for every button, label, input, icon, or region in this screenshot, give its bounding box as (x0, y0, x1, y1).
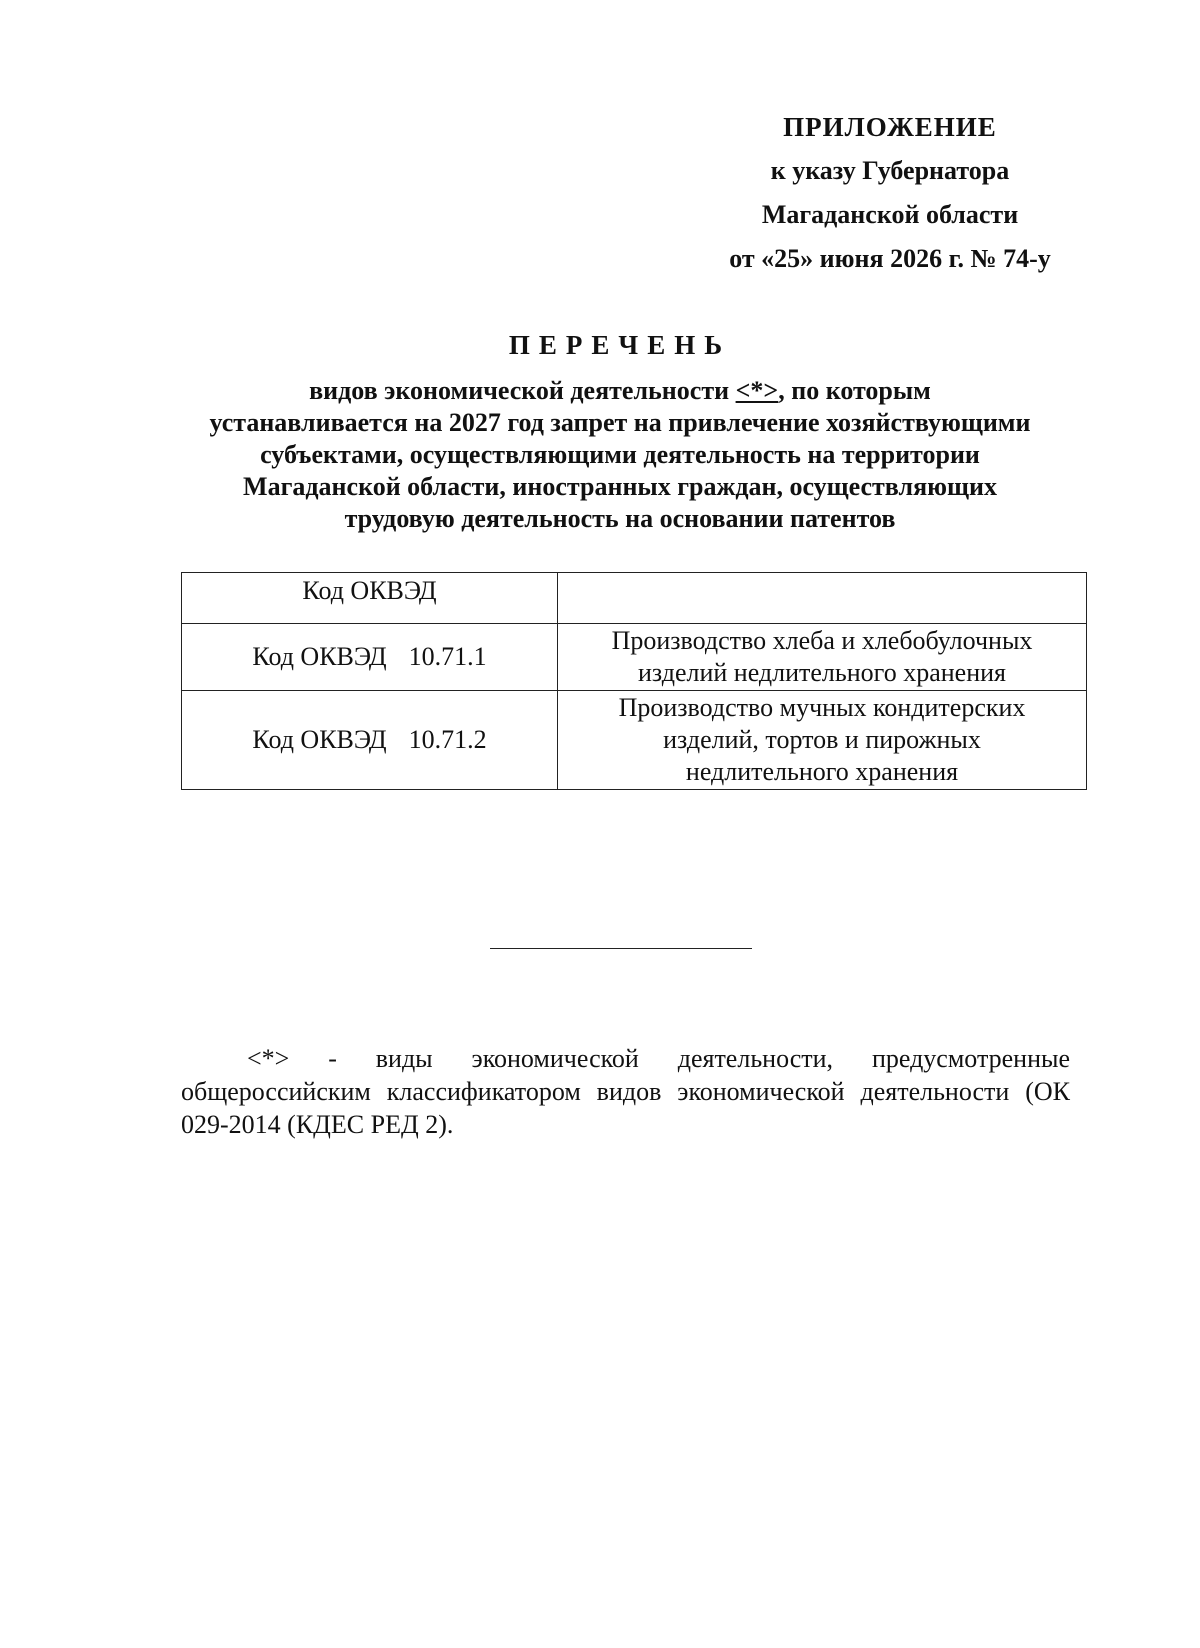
title-line-3: субъектами, осуществляющими деятельность на территории (260, 440, 980, 469)
table-header-code: Код ОКВЭД (182, 573, 558, 624)
table-header-description (558, 573, 1087, 624)
appendix-region: Магаданской области (761, 200, 1019, 229)
section-divider (490, 948, 752, 949)
document-title (160, 330, 1080, 535)
okved-code-cell (182, 691, 558, 790)
okved-code-label: Код ОКВЭД (252, 725, 387, 754)
activity-description-line: изделий, тортов и пирожных (663, 725, 981, 754)
appendix-heading: ПРИЛОЖЕНИЕ (783, 112, 997, 142)
okved-code-cell (182, 624, 558, 691)
list-heading: ПЕРЕЧЕНЬ (508, 330, 732, 360)
okved-table (181, 572, 1087, 790)
title-text (160, 375, 1080, 535)
title-line-2: устанавливается на 2027 год запрет на привлечение хозяйствующими (209, 408, 1031, 437)
okved-code-label: Код ОКВЭД (252, 642, 387, 671)
activity-description-line: недлительного хранения (685, 757, 959, 786)
okved-code-value: 10.71.2 (408, 725, 487, 754)
appendix-date-number: от «25» июня 2026 г. № 74-у (729, 244, 1051, 273)
okved-code-value: 10.71.1 (408, 642, 487, 671)
table-row (182, 691, 1087, 790)
footnote (181, 1042, 1070, 1141)
title-line-5: трудовую деятельность на основании патентов (344, 504, 896, 533)
activity-description-line: Производство хлеба и хлебобулочных (611, 626, 1033, 655)
title-line-1-end: , по которым (778, 376, 931, 405)
table-header-row (182, 573, 1087, 624)
appendix-to-decree: к указу Губернатора (770, 156, 1010, 185)
title-line-1-start: видов экономической деятельности (309, 376, 736, 405)
footnote-reference-link[interactable]: <*> (735, 376, 779, 405)
activity-description-line: изделий недлительного хранения (638, 658, 1006, 687)
activity-description-cell (558, 691, 1087, 790)
title-line-4: Магаданской области, иностранных граждан, осуществляющих (243, 472, 997, 501)
table-row (182, 624, 1087, 691)
footnote-text: <*> - виды экономической деятельности, предусмотренные общероссийским классификатором видов экономической деятельности (ОК 029-2014 (КДЕС РЕД 2). (181, 1044, 1070, 1139)
title-line-1 (160, 375, 1080, 407)
appendix-header (650, 110, 1130, 276)
activity-description-line: Производство мучных кондитерских (618, 693, 1026, 722)
activity-description-cell (558, 624, 1087, 691)
